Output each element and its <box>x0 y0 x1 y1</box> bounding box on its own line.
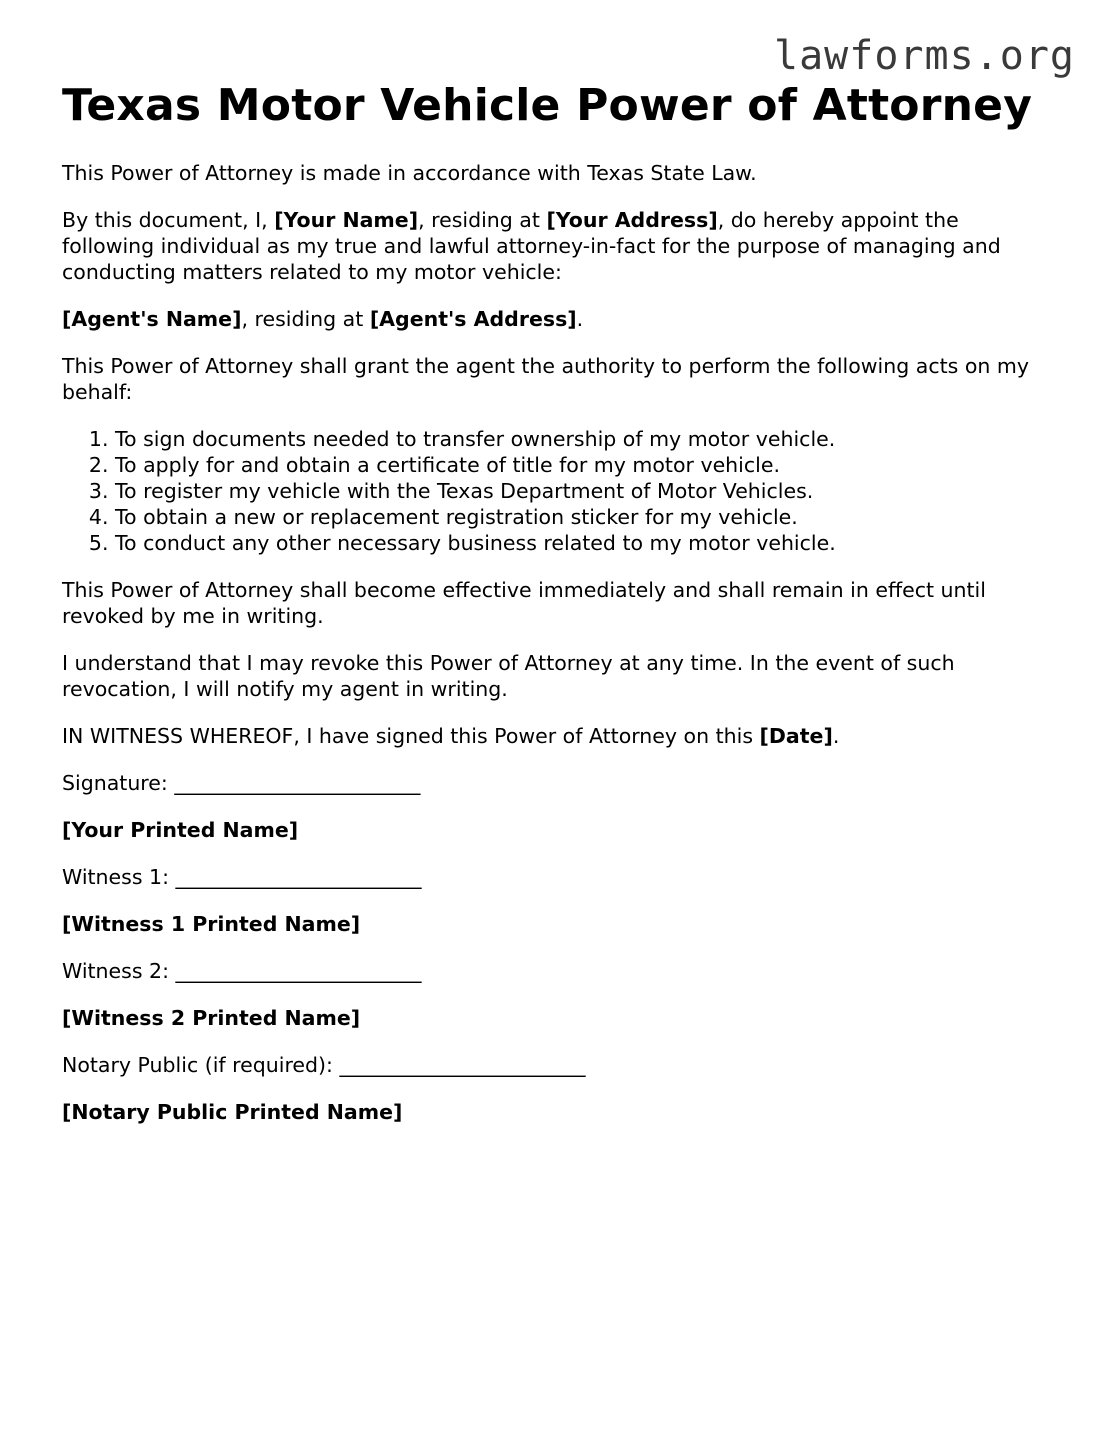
your-printed-name-text: [Your Printed Name] <box>62 818 299 842</box>
document-body <box>62 78 1052 1125</box>
notary-printed-name-text: [Notary Public Printed Name] <box>62 1100 403 1124</box>
intro-paragraph: This Power of Attorney is made in accordance with Texas State Law. <box>62 161 757 185</box>
appointment-paragraph <box>62 207 1052 285</box>
agent-paragraph <box>62 306 1052 332</box>
witness2-printed-name <box>62 1005 1052 1031</box>
appointment-prefix: By this document, I, <box>62 208 275 232</box>
revocation-paragraph: I understand that I may revoke this Power of Attorney at any time. In the event of such revocation, I will notify my agent in writing. <box>62 651 955 701</box>
agent-end: . <box>576 307 584 331</box>
witness1-signature-line[interactable]: Witness 1: ________________________ <box>62 865 422 889</box>
list-item: 1. To sign documents needed to transfer ownership of my motor vehicle. <box>115 426 1052 452</box>
list-item: 2. To apply for and obtain a certificate of title for my motor vehicle. <box>115 452 1052 478</box>
acts-list <box>62 426 1052 556</box>
witness1-printed-name-text: [Witness 1 Printed Name] <box>62 912 361 936</box>
your-printed-name <box>62 817 1052 843</box>
agent-address-placeholder: [Agent's Address] <box>369 307 577 331</box>
appointment-suffix: , do hereby appoint the following individual as my true and lawful attorney-in-fact for the purpose of managing and conducting matters related to my motor vehicle: <box>62 208 1001 284</box>
witness-clause <box>62 723 1052 749</box>
witness1-printed-name <box>62 911 1052 937</box>
site-watermark: lawforms.org <box>774 33 1075 79</box>
effective-paragraph: This Power of Attorney shall become effective immediately and shall remain in effect until revoked by me in writing. <box>62 578 986 628</box>
notary-printed-name <box>62 1099 1052 1125</box>
signature-line[interactable]: Signature: ________________________ <box>62 771 421 795</box>
agent-name-placeholder: [Agent's Name] <box>62 307 242 331</box>
notary-signature-line[interactable]: Notary Public (if required): ________________________ <box>62 1053 586 1077</box>
witness2-signature-line[interactable]: Witness 2: ________________________ <box>62 959 422 983</box>
your-address-placeholder: [Your Address] <box>546 208 718 232</box>
witness2-printed-name-text: [Witness 2 Printed Name] <box>62 1006 361 1030</box>
authority-intro: This Power of Attorney shall grant the agent the authority to perform the following acts on my behalf: <box>62 354 1029 404</box>
list-item: 4. To obtain a new or replacement registration sticker for my vehicle. <box>115 504 1052 530</box>
list-item: 3. To register my vehicle with the Texas Department of Motor Vehicles. <box>115 478 1052 504</box>
witness-clause-end: . <box>832 724 840 748</box>
your-name-placeholder: [Your Name] <box>274 208 419 232</box>
date-placeholder: [Date] <box>759 724 833 748</box>
appointment-residing: , residing at <box>418 208 547 232</box>
agent-residing: , residing at <box>241 307 370 331</box>
witness-clause-prefix: IN WITNESS WHEREOF, I have signed this Power of Attorney on this <box>62 724 760 748</box>
document-title: Texas Motor Vehicle Power of Attorney <box>62 80 1033 131</box>
list-item: 5. To conduct any other necessary business related to my motor vehicle. <box>115 530 1052 556</box>
